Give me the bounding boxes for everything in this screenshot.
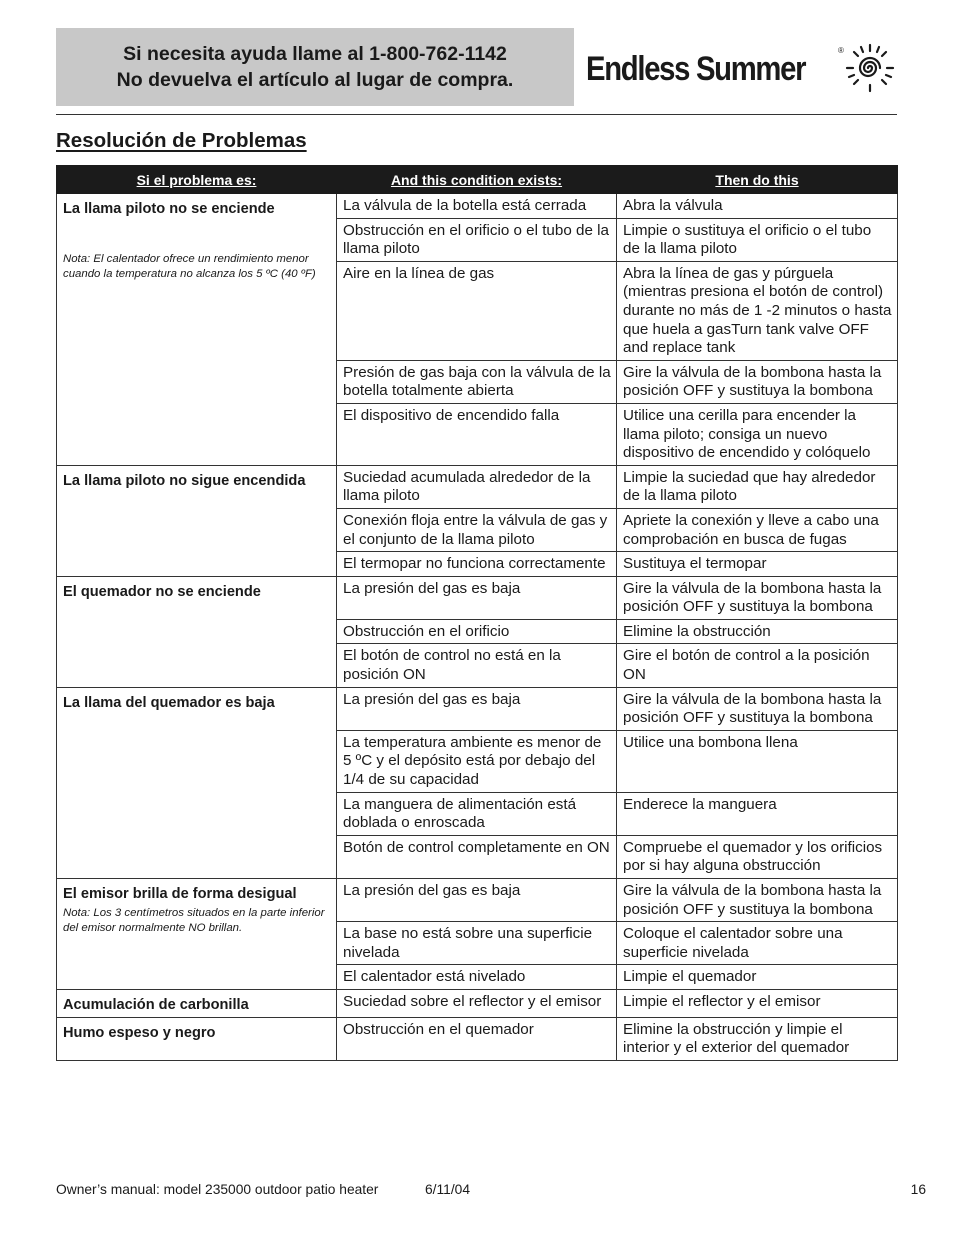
action-cell: Sustituya el termopar xyxy=(617,552,898,577)
action-cell: Compruebe el quemador y los orificios por si hay alguna obstrucción xyxy=(617,835,898,878)
condition-cell: Conexión floja entre la válvula de gas y el conjunto de la llama piloto xyxy=(337,508,617,551)
table-row xyxy=(57,687,898,730)
troubleshooting-table xyxy=(56,165,898,1061)
table-row xyxy=(57,194,898,219)
action-cell: Gire la válvula de la bombona hasta la posición OFF y sustituya la bombona xyxy=(617,360,898,403)
condition-cell: La presión del gas es baja xyxy=(337,879,617,922)
problem-cell xyxy=(57,687,337,878)
problem-cell xyxy=(57,879,337,990)
page-title: Resolución de Problemas xyxy=(56,129,307,152)
problem-cell xyxy=(57,576,337,687)
action-cell: Coloque el calentador sobre una superficie nivelada xyxy=(617,922,898,965)
column-header-problem: Si el problema es: xyxy=(57,166,337,194)
condition-cell: Suciedad sobre el reflector y el emisor xyxy=(337,989,617,1017)
condition-cell: Suciedad acumulada alrededor de la llama piloto xyxy=(337,465,617,508)
problem-cell xyxy=(57,194,337,466)
registered-mark: ® xyxy=(838,46,844,55)
action-cell: Gire la válvula de la bombona hasta la posición OFF y sustituya la bombona xyxy=(617,576,898,619)
condition-cell: El calentador está nivelado xyxy=(337,965,617,990)
header-divider xyxy=(56,114,897,115)
problem-label: La llama del quemador es baja xyxy=(63,694,275,711)
action-cell: Gire el botón de control a la posición ON xyxy=(617,644,898,687)
table-header-row xyxy=(57,166,898,194)
action-cell: Abra la línea de gas y púrguela (mientras presiona el botón de control) durante no más de 1 -2 minutos o hasta que huela a gasTurn tank valve OFF and replace tank xyxy=(617,261,898,360)
condition-cell: La manguera de alimentación está doblada o enroscada xyxy=(337,792,617,835)
problem-label: Humo espeso y negro xyxy=(63,1024,216,1041)
help-phone-line: Si necesita ayuda llame al 1-800-762-1142 xyxy=(123,43,507,65)
action-cell: Gire la válvula de la bombona hasta la posición OFF y sustituya la bombona xyxy=(617,879,898,922)
action-cell: Elimine la obstrucción xyxy=(617,619,898,644)
action-cell: Gire la válvula de la bombona hasta la posición OFF y sustituya la bombona xyxy=(617,687,898,730)
condition-cell: Presión de gas baja con la válvula de la botella totalmente abierta xyxy=(337,360,617,403)
condition-cell: La válvula de la botella está cerrada xyxy=(337,194,617,219)
problem-note: Nota: El calentador ofrece un rendimiento menor cuando la temperatura no alcanza los 5 ºC (40 ºF) xyxy=(63,252,316,281)
table-row xyxy=(57,989,898,1017)
condition-cell: Aire en la línea de gas xyxy=(337,261,617,360)
help-banner xyxy=(56,28,574,106)
column-header-condition: And this condition exists: xyxy=(337,166,617,194)
column-header-action: Then do this xyxy=(617,166,898,194)
table-row xyxy=(57,1017,898,1060)
problem-label: La llama piloto no sigue encendida xyxy=(63,472,306,489)
condition-cell: El dispositivo de encendido falla xyxy=(337,403,617,465)
action-cell: Enderece la manguera xyxy=(617,792,898,835)
problem-label: El emisor brilla de forma desigual xyxy=(63,886,297,902)
condition-cell: Botón de control completamente en ON xyxy=(337,835,617,878)
condition-cell: Obstrucción en el orificio xyxy=(337,619,617,644)
condition-cell: El botón de control no está en la posición ON xyxy=(337,644,617,687)
action-cell: Apriete la conexión y lleve a cabo una comprobación en busca de fugas xyxy=(617,508,898,551)
condition-cell: Obstrucción en el quemador xyxy=(337,1017,617,1060)
condition-cell: Obstrucción en el orificio o el tubo de la llama piloto xyxy=(337,218,617,261)
footer-date: 6/11/04 xyxy=(425,1182,471,1197)
action-cell: Utilice una bombona llena xyxy=(617,730,898,792)
problem-label: La llama piloto no se enciende xyxy=(63,201,275,217)
table-row xyxy=(57,576,898,619)
action-cell: Abra la válvula xyxy=(617,194,898,219)
problem-cell xyxy=(57,465,337,576)
problem-cell xyxy=(57,989,337,1017)
sun-swirl-icon xyxy=(844,42,896,94)
action-cell: Elimine la obstrucción y limpie el interior y el exterior del quemador xyxy=(617,1017,898,1060)
condition-cell: El termopar no funciona correctamente xyxy=(337,552,617,577)
condition-cell: La presión del gas es baja xyxy=(337,687,617,730)
condition-cell: La temperatura ambiente es menor de 5 ºC y el depósito está por debajo del 1/4 de su capacidad xyxy=(337,730,617,792)
action-cell: Limpie el reflector y el emisor xyxy=(617,989,898,1017)
problem-label: Acumulación de carbonilla xyxy=(63,996,249,1013)
page-number: 16 xyxy=(910,1182,926,1197)
condition-cell: La presión del gas es baja xyxy=(337,576,617,619)
action-cell: Limpie o sustituya el orificio o el tubo de la llama piloto xyxy=(617,218,898,261)
problem-cell xyxy=(57,1017,337,1060)
return-notice-line: No devuelva el artículo al lugar de compra. xyxy=(116,69,514,91)
footer-manual-title: Owner’s manual: model 235000 outdoor patio heater xyxy=(56,1182,379,1197)
action-cell: Utilice una cerilla para encender la llama piloto; consiga un nuevo dispositivo de encendido y colóquelo xyxy=(617,403,898,465)
table-row xyxy=(57,879,898,922)
problem-note: Nota: Los 3 centímetros situados en la parte inferior del emisor normalmente NO brillan. xyxy=(63,906,325,935)
brand-logo-text: Endless Summer xyxy=(586,50,806,88)
action-cell: Limpie el quemador xyxy=(617,965,898,990)
problem-label: El quemador no se enciende xyxy=(63,583,261,600)
condition-cell: La base no está sobre una superficie nivelada xyxy=(337,922,617,965)
table-row xyxy=(57,465,898,508)
action-cell: Limpie la suciedad que hay alrededor de la llama piloto xyxy=(617,465,898,508)
